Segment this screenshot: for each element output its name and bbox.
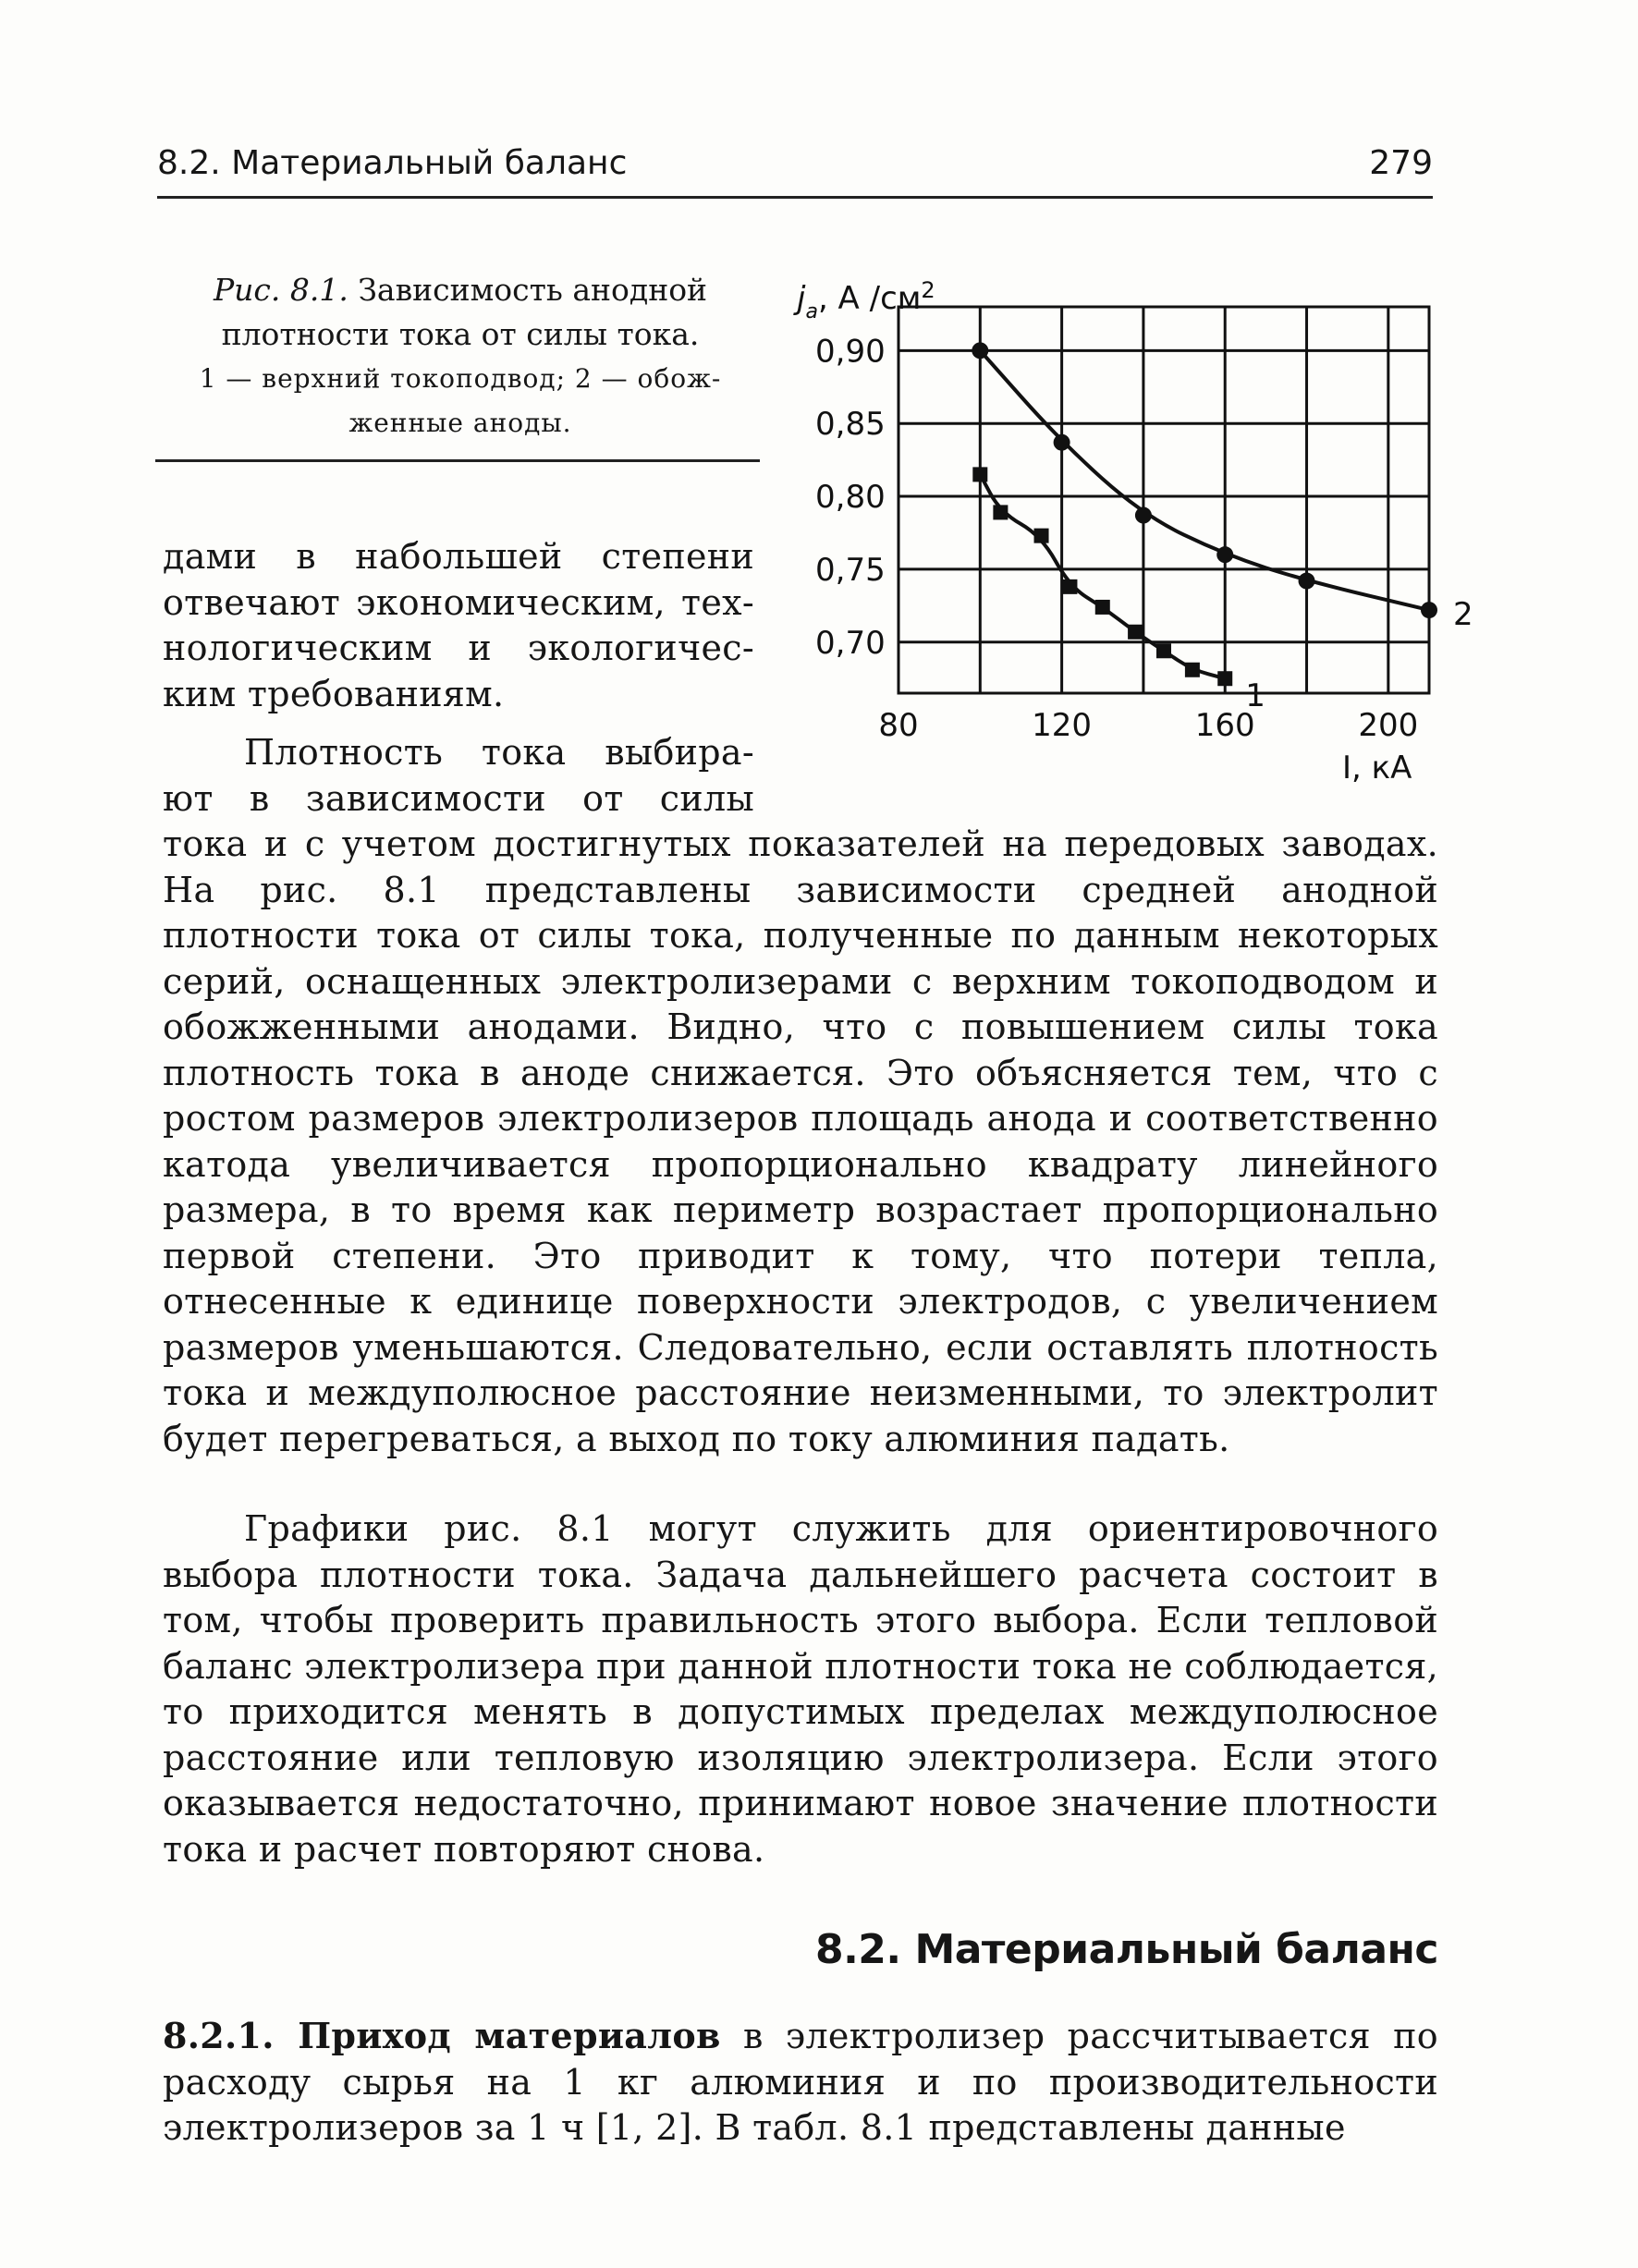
page-number: 279 (1369, 144, 1433, 182)
caption-legend-line2: женные аноды. (348, 408, 572, 438)
series-1-point (1217, 671, 1232, 686)
y-tick-label: 0,70 (815, 624, 886, 662)
series-1-point (1095, 600, 1110, 615)
paragraph-2-line: ют в зависимости от силы (163, 777, 754, 819)
series-2-line (980, 350, 1429, 610)
series-2-point (1421, 602, 1437, 618)
y-axis-label-subscript: a (805, 300, 818, 323)
series-2-label: 2 (1453, 596, 1473, 634)
paragraph-1-line: отвечают экономическим, тех- (163, 581, 754, 623)
series-1-point (993, 505, 1008, 519)
x-tick-label: 160 (1194, 707, 1255, 744)
series-1-point (1156, 643, 1171, 658)
y-axis-label-unit: , А /см (817, 280, 922, 317)
caption-title-line1: Зависимость анодной (358, 272, 708, 308)
series-1-point (1034, 529, 1049, 543)
paragraph-3-text: Графики рис. 8.1 могут служить для ориентировочного выбора плотности тока. Задача дальнейшего расчета состоит в том, чтобы проверить правильность этого выбора. Если тепловой баланс электролизера при данной плотности тока не соблюдается, то приходится менять в допустимых пределах междуполюсное расстояние или тепловую изоляцию электролизера. Если этого оказывается недостаточно, принимают новое значение плотности тока и расчет повторяют снова. (163, 1508, 1439, 1870)
series-1-point (972, 467, 987, 482)
paragraph-2: тока и с учетом достигнутых показателей на передовых заводах. На рис. 8.1 представлены зависимости средней анодной плотности тока от силы тока, полученные по данным некоторых серий, оснащенных электролизерами с верхним токоподводом и обожженными анодами. Видно, что с повышением силы тока плотность тока в аноде снижается. Это объясняется тем, что с ростом размеров электролизеров площадь анода и соответственно катода увеличивается пропорционально квадрату линейного размера, в то время как периметр возрастает пропорционально первой степени. Это приводит к тому, что потери тепла, отнесенные к единице поверхности электродов, с увеличением размеров уменьшаются. Следовательно, если оставлять плотность тока и междуполюсное расстояние неизменными, то электролит будет перегреваться, а выход по току алюминия падать. (163, 823, 1438, 1459)
paragraph-1 (163, 534, 754, 717)
series-1-line (980, 474, 1225, 678)
paragraph-2-line: Плотность тока выбира- (244, 732, 754, 773)
series-2-point (1299, 573, 1315, 590)
caption-label: Рис. 8.1. (213, 272, 348, 308)
paragraph-1-line: ким требованиям. (163, 673, 505, 714)
paragraph-1-line: дами в набольшей степени (163, 536, 754, 577)
y-tick-label: 0,80 (815, 479, 886, 517)
series-1-label: 1 (1245, 677, 1265, 715)
y-tick-label: 0,85 (815, 406, 886, 444)
plot-frame (898, 307, 1429, 693)
paragraph-4-text: в электролизер рассчитывается по расходу сырья на 1 кг алюминия и по производительности электролизеров за 1 ч [1, 2]. В табл. 8.1 представлены данные (163, 2016, 1438, 2148)
caption-legend-line1: 1 — верхний токоподвод; 2 — обож- (199, 363, 722, 394)
series-1-point (1062, 579, 1077, 594)
y-axis-label-superscript: 2 (921, 277, 935, 303)
y-axis-label (793, 277, 935, 323)
x-tick-label: 120 (1032, 707, 1093, 744)
chart-grid (898, 307, 1429, 693)
paragraph-4 (163, 2013, 1438, 2152)
series-1-point (1128, 625, 1143, 640)
series-2-point (1054, 434, 1070, 451)
y-tick-label: 0,75 (815, 551, 886, 589)
paragraph-1-line: нологическим и экологичес- (163, 628, 754, 668)
series-1-point (1185, 663, 1200, 677)
series-2-point (1216, 546, 1233, 563)
y-axis-label-symbol: j (797, 280, 806, 317)
series-2-point (972, 342, 988, 359)
chart-curves (980, 350, 1429, 678)
caption-title-line2: плотности тока от силы тока. (221, 316, 700, 352)
paragraph-2-start (163, 730, 754, 822)
x-axis-label: I, кА (1342, 750, 1412, 786)
x-tick-label: 200 (1358, 707, 1419, 744)
paragraph-4-lead: 8.2.1. Приход материалов (163, 2015, 721, 2056)
paragraph-3 (163, 1506, 1438, 1872)
chart-markers (972, 342, 1437, 686)
running-head-section: 8.2. Материальный баланс (157, 144, 628, 182)
series-2-point (1135, 507, 1152, 524)
section-heading: 8.2. Материальный баланс (814, 1926, 1438, 1973)
x-tick-label: 80 (878, 707, 919, 744)
y-tick-label: 0,90 (815, 333, 886, 371)
